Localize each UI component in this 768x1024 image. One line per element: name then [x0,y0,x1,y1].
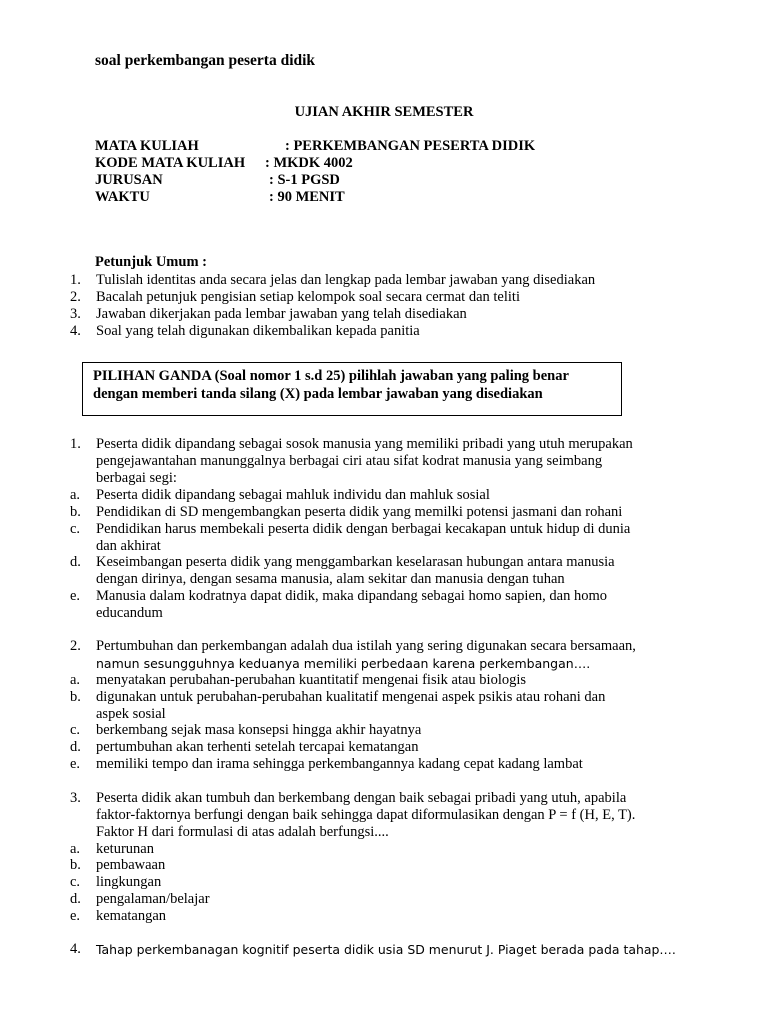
question-number: 4. [70,941,81,957]
info-label: JURUSAN [95,172,163,188]
info-value: : MKDK 4002 [265,155,353,171]
question-number: 1. [70,436,81,452]
info-row-kode [95,155,353,172]
section-instruction-box [82,362,622,416]
info-label: MATA KULIAH [95,138,199,154]
info-row-waktu [95,189,345,206]
info-value: : 90 MENIT [269,189,345,205]
document-page: soal perkembangan peserta didik UJIAN AKHIR SEMESTER MATA KULIAH : PERKEMBANGAN PESERTA DIDIK KODE MATA KULIAH : MKDK 4002 JURUSAN : S-1 PGSD WAKTU : 90 MENIT Petunjuk Umum : 1. Tulislah identitas anda secara jelas dan lengkap pada lembar jawaban yang disediakan 2. Bacalah petunjuk pengisian setiap kelompok soal secara cermat dan teliti 3. Jawaban dikerjakan pada lembar jawaban yang telah disediakan 4. Soal yang telah digunakan dikembalikan kepada panitia PILIHAN GANDA (Soal nomor 1 s.d 25) pilihlah jawaban yang paling benar dengan memberi tanda silang (X) pada lembar jawaban yang disediakan 1. Peserta didik dipandang sebagai sosok manusia yang memiliki pribadi yang utuh merupakan pengejawantahan manunggalnya berbagai ciri atau sifat kodrat manusia yang seimbang berbagai segi: a. Peserta didik dipandang sebagai mahluk individu dan mahluk sosial b. Pendidikan di SD mengembangkan peserta didik yang memilki potensi jasmani dan rohani c. Pendidikan harus membekali peserta didik dengan berbagai kecakapan untuk hidup di dunia dan akhirat d. Keseimbangan peserta didik yang menggambarkan keselarasan hubungan antara manusia dengan dirinya, dengan sesama manusia, alam sekitar dan manusia dengan tuhan e. Manusia dalam kodratnya dapat didik, maka dipandang sebagai homo sapien, dan homo educandum 2. Pertumbuhan dan perkembangan adalah dua istilah yang sering digunakan secara bersamaan, namun sesungguhnya keduanya memiliki perbedaan karena perkembangan…. a. menyatakan perubahan-perubahan kuantitatif mengenai fisik atau biologis b. digunakan untuk perubahan-perubahan kualitatif mengenai aspek psikis atau rohani dan aspek sosial c. berkembang sejak masa konsepsi hingga akhir hayatnya d. pertumbuhan akan terhenti setelah tercapai kematangan e. memiliki tempo dan irama sehingga perkembangannya kadang cepat kadang lambat 3. Peserta didik akan tumbuh dan berkembang dengan baik sebagai pribadi yang utuh, apabila faktor-faktornya berfungi dengan baik sehingga dapat diformulasikan dengan P = f (H, E, T). Faktor H dari formulasi di atas adalah berfungsi.... a. keturunan b. pembawaan c. lingkungan d. pengalaman/belajar e. kematangan 4. Tahap perkembanagan kognitif peserta didik usia SD menurut J. Piaget berada pada tahap…. [0,0,768,1024]
info-row-jurusan [95,172,340,189]
question-text: Tahap perkembanagan kognitif peserta didik usia SD menurut J. Piaget berada pada tahap…. [96,942,676,957]
info-row-mata-kuliah [95,138,536,155]
info-value: : S-1 PGSD [269,172,340,188]
exam-title: UJIAN AKHIR SEMESTER [294,104,474,120]
question-number: 3. [70,790,81,806]
document-title: soal perkembangan peserta didik [95,52,316,69]
question-text: Peserta didik akan tumbuh dan berkembang dengan baik sebagai pribadi yang utuh, apabila [96,790,627,806]
box-line-1: PILIHAN GANDA (Soal nomor 1 s.d 25) pilihlah jawaban yang paling benar [93,368,569,384]
info-label: KODE MATA KULIAH [95,155,246,171]
box-line-2: dengan memberi tanda silang (X) pada lembar jawaban yang disediakan [93,386,543,402]
question-number: 2. [70,638,81,654]
info-label: WAKTU [95,189,150,205]
instructions-heading: Petunjuk Umum : [95,254,207,270]
question-text: Peserta didik dipandang sebagai sosok manusia yang memiliki pribadi yang utuh merupakan [96,436,633,452]
info-value: : PERKEMBANGAN PESERTA DIDIK [285,138,536,154]
question-text: Pertumbuhan dan perkembangan adalah dua istilah yang sering digunakan secara bersamaan, [96,638,636,654]
